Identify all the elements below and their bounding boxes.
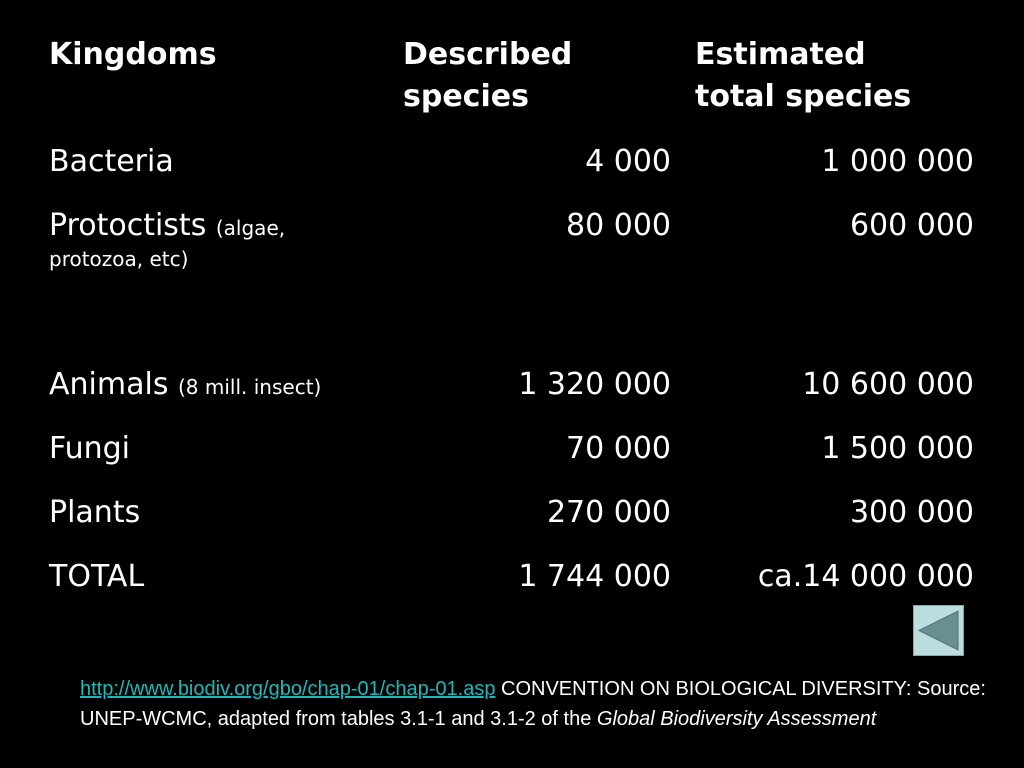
described-count: 4 000 — [585, 144, 671, 179]
described-count: 80 000 — [566, 208, 671, 243]
triangle-left-icon — [914, 606, 963, 655]
estimated-count: 1 500 000 — [821, 431, 974, 466]
table-row-bacteria — [0, 142, 1024, 182]
kingdom-name-group — [49, 365, 321, 407]
kingdom-name-group — [49, 206, 285, 248]
header-kingdoms: Kingdoms — [49, 37, 217, 72]
table-row-protoctists — [0, 206, 1024, 286]
kingdom-note: (8 mill. insect) — [178, 375, 322, 399]
source-note — [80, 674, 1010, 734]
kingdom-name: Bacteria — [49, 144, 174, 179]
described-count: 270 000 — [546, 495, 671, 530]
table-row-total — [0, 557, 1024, 597]
kingdom-name: Animals — [49, 367, 169, 402]
kingdom-note: (algae, — [215, 216, 286, 240]
source-link[interactable]: http://www.biodiv.org/gbo/chap-01/chap-01.asp — [80, 678, 496, 700]
header-described-species: Described species — [403, 37, 573, 114]
kingdom-name: Fungi — [49, 431, 131, 466]
table-row-plants — [0, 493, 1024, 533]
estimated-count: 300 000 — [849, 495, 974, 530]
source-citation: Global Biodiversity Assessment — [596, 708, 877, 730]
kingdom-name: Plants — [49, 495, 141, 530]
source-text: CONVENTION ON BIOLOGICAL DIVERSITY: Source: UNEP-WCMC, adapted from tables 3.1-1 and 3.1-2 of the — [80, 678, 986, 730]
kingdom-name: TOTAL — [49, 559, 145, 594]
estimated-count: 10 600 000 — [802, 367, 974, 402]
estimated-count: ca.14 000 000 — [757, 559, 974, 594]
header-estimated-total-species: Estimated total species — [695, 37, 912, 114]
kingdom-name: Protoctists — [49, 208, 207, 243]
back-button[interactable] — [913, 605, 964, 656]
described-count: 1 744 000 — [518, 559, 671, 594]
described-count: 1 320 000 — [518, 367, 671, 402]
kingdom-note-continued: protozoa, etc) — [49, 247, 189, 271]
estimated-count: 1 000 000 — [821, 144, 974, 179]
described-count: 70 000 — [566, 431, 671, 466]
table-row-animals — [0, 365, 1024, 405]
estimated-count: 600 000 — [849, 208, 974, 243]
table-row-fungi — [0, 429, 1024, 469]
